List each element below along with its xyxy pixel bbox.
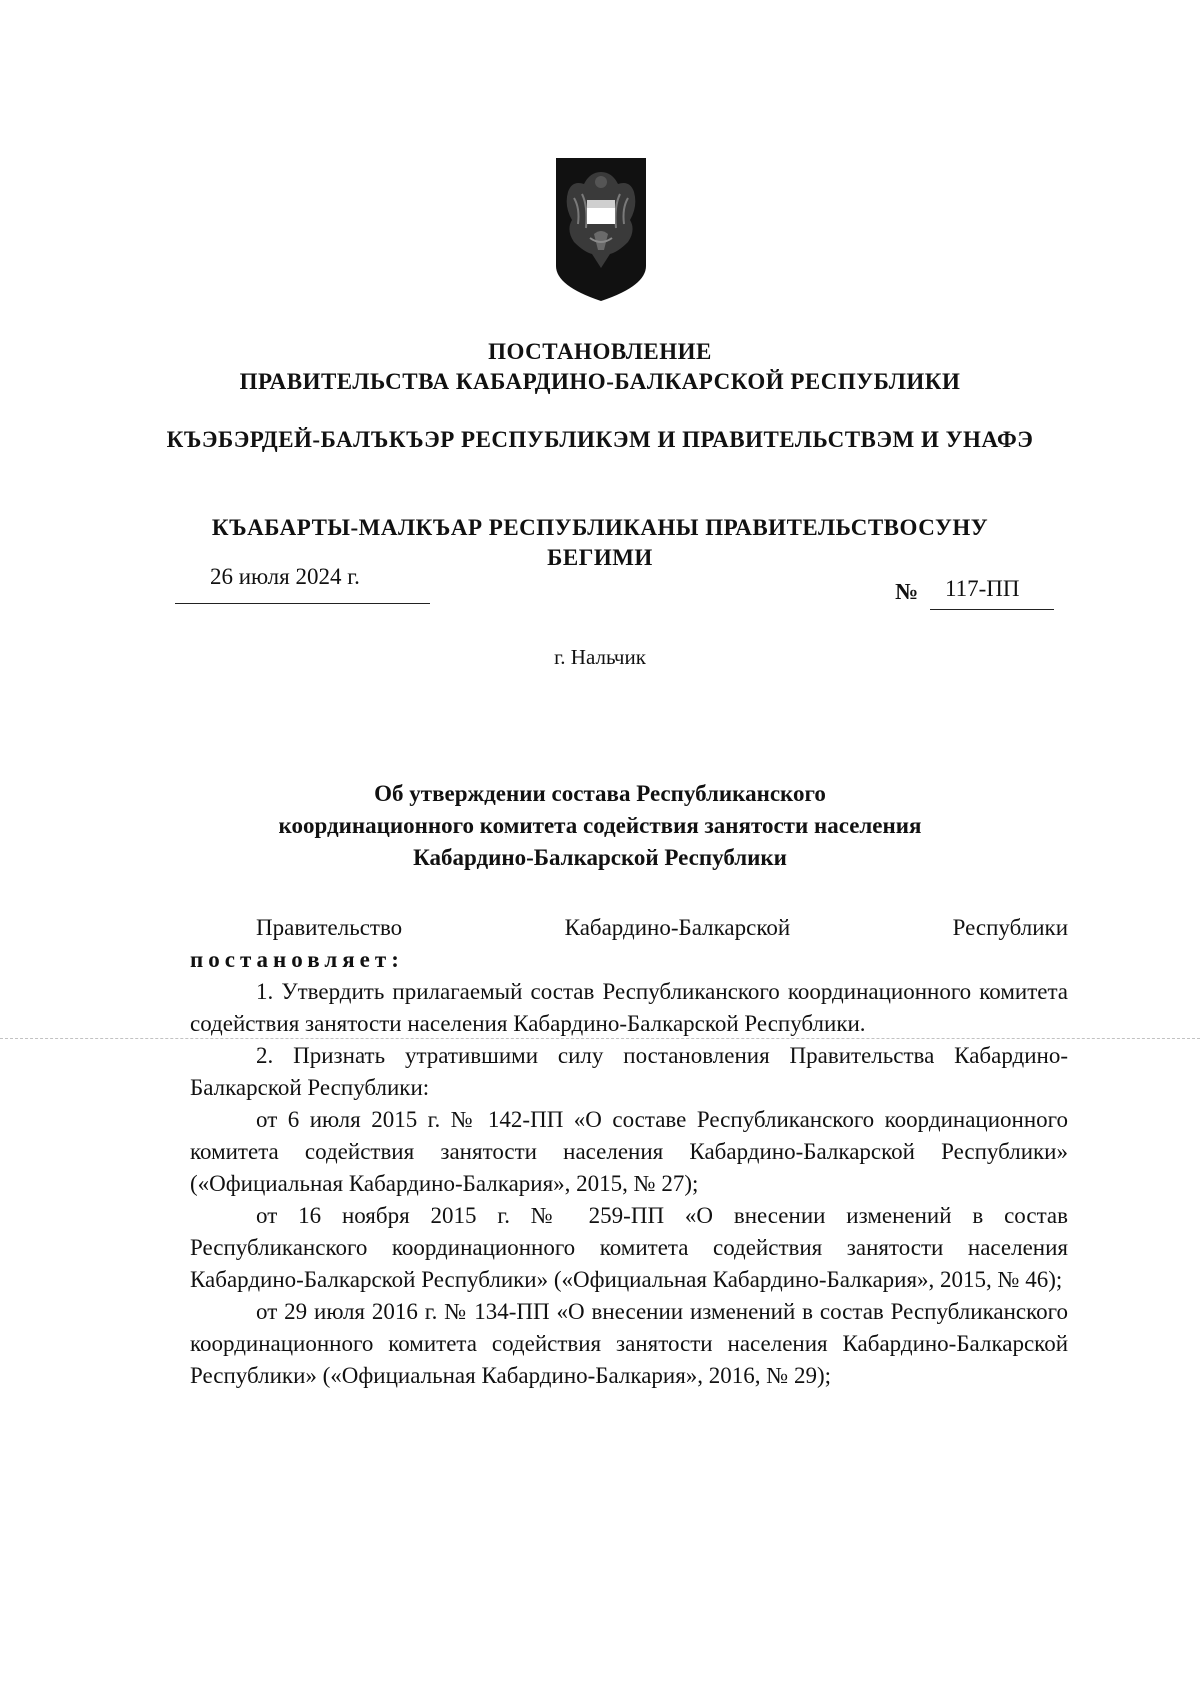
repealed-decree-3: от 29 июля 2016 г. № 134-ПП «О внесении изменений в состав Республиканского координационного комитета содействия занятости населения Кабардино-Балкарской Республики» («Официальная Кабардино-Балкария», 2016, № 29);	[190, 1299, 1068, 1388]
decree-word: постановляет:	[190, 947, 404, 972]
number-underline	[930, 609, 1054, 610]
document-title	[200, 778, 1000, 874]
document-body	[190, 912, 1068, 1392]
decree-heading: ПОСТАНОВЛЕНИЕ	[488, 339, 712, 364]
decree-date: 26 июля 2024 г.	[210, 564, 360, 589]
decree-number: 117-ПП	[945, 576, 1020, 601]
repealed-decree-2: от 16 ноября 2015 г. № 259-ПП «О внесении изменений в состав Республиканского координационного комитета содействия занятости населения Кабардино-Балкарской Республики» («Официальная Кабардино-Балкария», 2015, № 46);	[190, 1203, 1068, 1292]
number-sign: №	[895, 579, 919, 604]
coat-of-arms-emblem	[554, 158, 648, 301]
issuing-body-russian: ПРАВИТЕЛЬСТВА КАБАРДИНО-БАЛКАРСКОЙ РЕСПУБЛИКИ	[239, 369, 961, 394]
title-line-1: Об утверждении состава Республиканского	[374, 781, 826, 806]
intro-paragraph: Правительство Кабардино-Балкарской Республики	[256, 915, 1068, 940]
repealed-decree-1: от 6 июля 2015 г. № 142-ПП «О составе Республиканского координационного комитета содействия занятости населения Кабардино-Балкарской Республики» («Официальная Кабардино-Балкария», 2015, № 27);	[190, 1107, 1068, 1196]
title-line-2: координационного комитета содействия занятости населения	[278, 813, 922, 838]
item-2-paragraph: 2. Признать утратившими силу постановления Правительства Кабардино-Балкарской Республики:	[190, 1043, 1068, 1100]
issuing-body-kabardian: КЪЭБЭРДЕЙ-БАЛЪКЪЭР РЕСПУБЛИКЭМ И ПРАВИТЕЛЬСТВЭМ И УНАФЭ	[166, 427, 1034, 452]
city-name: г. Нальчик	[554, 645, 646, 669]
date-underline	[175, 603, 430, 604]
item-1-paragraph: 1. Утвердить прилагаемый состав Республиканского координационного комитета содействия занятости населения Кабардино-Балкарской Республики.	[190, 979, 1068, 1036]
issuing-body-balkar: КЪАБАРТЫ-МАЛКЪАР РЕСПУБЛИКАНЫ ПРАВИТЕЛЬСТВОСУНУ БЕГИМИ	[211, 515, 989, 570]
title-line-3: Кабардино-Балкарской Республики	[413, 845, 787, 870]
